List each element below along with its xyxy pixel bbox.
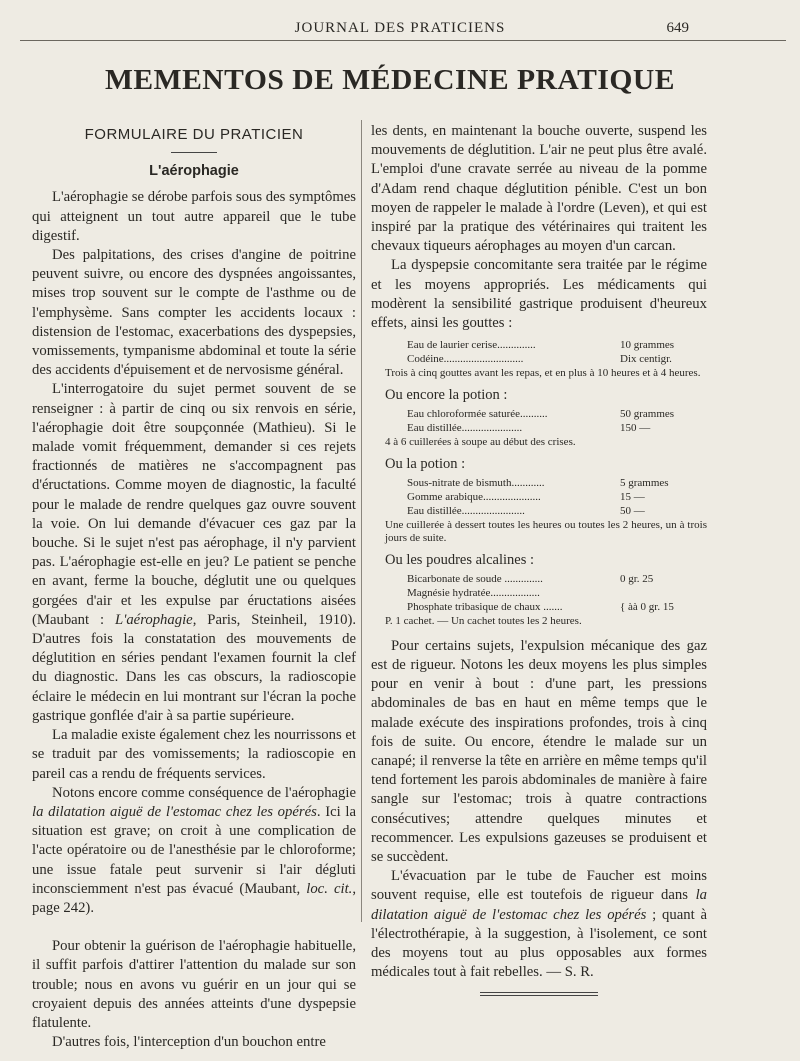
paragraph: les dents, en maintenant la bouche ouverte, suspend les mouvements de déglutition. L'air ne peut plus être avalé. L'emploi d'une cravate serrée au niveau de la pomme d'Adam rend chaque déglutition pénible. C'est un bon moyen de rappeler le malade à l'ordre (Leven), et qui est inspiré par la pratique des vétérinaires qui traitent les chevaux tiqueurs aérophages au moyen d'un carcan.: [371, 123, 707, 255]
prescription-line: Phosphate tribasique de chaux ....... { àà 0 gr. 15: [407, 601, 674, 614]
prescription-line: Gomme arabique..................... 15 —: [407, 490, 645, 503]
prescription-line: Codéine............................. Dix centigr.: [407, 353, 672, 366]
paragraph: D'autres fois, l'interception d'un bouchon entre: [52, 1034, 326, 1051]
prescription-potion-2: [371, 477, 707, 546]
section-title: FORMULAIRE DU PRATICIEN: [84, 126, 304, 143]
paragraph: Pour certains sujets, l'expulsion mécanique des gaz est de rigueur. Notons les deux moyens les plus simples pour en venir à bout : d'une part, les pressions abdominales de bas en haut en même temps que le malade exécute des inspirations profondes, trois à cinq fois de suite. Ou encore, étendre le malade sur un canapé; il renverse la tête en arrière en même temps qu'il tend fortement les parois abdominales de manière à faire sangle sur l'estomac; trois à quatre contractions consécutives; attendre quelques minutes et recommencer. Les expulsions gazeuses se produisent et se succèdent.: [371, 637, 707, 866]
header-rule: [20, 40, 786, 41]
prescription-line: Eau distillée....................... 50 —: [407, 504, 645, 517]
prescription-note: Une cuillerée à dessert toutes les heures ou toutes les 2 heures, un à trois jours de suite.: [385, 518, 707, 545]
prescription-line: Magnésie hydratée..................: [407, 587, 540, 600]
paragraph: Pour obtenir la guérison de l'aérophagie habituelle, il suffit parfois d'attirer l'attention du malade sur son trouble; nous en avons vu guérir en un jour qui se croyaient depuis des années atteints d'une dyspepsie flatulente.: [32, 938, 356, 1031]
prescription-heading: Ou la potion :: [385, 455, 466, 472]
prescription-line: Bicarbonate de soude .............. 0 gr. 25: [407, 573, 654, 586]
section-rule: [171, 152, 217, 153]
prescription-line: Eau distillée...................... 150 —: [407, 422, 651, 435]
end-rule: [480, 995, 598, 996]
running-head: [0, 20, 800, 40]
paragraph: La dyspepsie concomitante sera traitée par le régime et les moyens appropriés. Les médicaments qui modèrent la sensibilité gastrique produisent d'heureux effets, ainsi les gouttes :: [371, 257, 707, 332]
prescription-powders: [371, 573, 707, 629]
prescription-heading: Ou encore la potion :: [385, 386, 508, 403]
section-subtitle: L'aérophagie: [149, 163, 239, 180]
prescription-note: P. 1 cachet. — Un cachet toutes les 2 heures.: [385, 615, 582, 628]
left-column: [32, 122, 356, 1052]
prescription-line: Eau de laurier cerise.............. 10 grammes: [407, 339, 675, 352]
journal-title: JOURNAL DES PRATICIENS: [294, 20, 506, 36]
prescription-line: Sous-nitrate de bismuth............ 5 grammes: [407, 476, 669, 489]
paragraph: L'évacuation par le tube de Faucher est moins souvent requise, elle est toutefois de rigueur dans la dilatation aiguë de l'estomac chez les opérés ; quant à l'électrothérapie, à la suggestion, à l'isolement, ce sont des moyens tout au plus opposables aux formes médicales tout à fait rebelles. — S. R.: [371, 868, 707, 981]
prescription-drops: [371, 339, 707, 381]
page-number: 649: [666, 20, 689, 36]
right-column: [371, 122, 707, 996]
prescription-note: 4 à 6 cuillerées à soupe au début des crises.: [385, 436, 576, 449]
paragraph: Notons encore comme conséquence de l'aérophagie la dilatation aiguë de l'estomac chez les opérés. Ici la situation est grave; on croit à une complication de l'acte opératoire ou de l'anesthésie par le chloroforme; une issue fatale peut survenir si l'air dégluti inconsciemment n'est pas évacué (Maubant, loc. cit., page 242).: [32, 784, 357, 916]
prescription-note: Trois à cinq gouttes avant les repas, et en plus à 10 heures et à 4 heures.: [385, 367, 701, 380]
paragraph: La maladie existe également chez les nourrissons et se traduit par des vomissements; la radioscopie en pareil cas a rendu de fréquents services.: [32, 727, 356, 782]
end-rule: [480, 992, 598, 993]
paragraph: L'interrogatoire du sujet permet souvent de se renseigner : à partir de cinq ou six renvois en série, l'aérophagie doit être soupçonnée (Mathieu). Si le malade vomit fréquemment, demander si ces rejets fractionnés de matières ne s'accompagnent pas d'éructations. Comme moyen de diagnostic, la faculté pour le malade de rendre quelques gaz ouvre souvent la voie. On lui demande d'évacuer ces gaz par la bouche. Si le sujet n'est pas aérophage, il n'y parvient pas. L'aérophagie est-elle en jeu? Le patient se penche en avant, ferme la bouche, déglutit une ou quelques gorgées d'air et les expulse par éructations aisées (Maubant : L'aérophagie, Paris, Steinheil, 1910). D'autres fois la constatation des mouvements de déglutition en séries pendant l'examen fournit la clef du diagnostic. Dans les cas obscurs, la radioscopie éclaire le médecin en lui montrant sur l'écran la poche gastrique gonflée d'air à sa partie supérieure.: [32, 381, 357, 724]
paragraph: Des palpitations, des crises d'angine de poitrine peuvent suivre, ou encore des dyspnées angoissantes, mises trop souvent sur le compte de l'asthme ou de l'emphysème. Sans compter les accidents locaux : distension de l'estomac, exacerbations des dyspepsies, vomissements, tympanisme abdominal et toute la série des accidents d'épuisement et de nervosisme général.: [32, 247, 356, 379]
main-title: MEMENTOS DE MÉDECINE PRATIQUE: [104, 64, 676, 96]
prescription-line: Eau chloroformée saturée.......... 50 grammes: [407, 408, 675, 421]
prescription-heading: Ou les poudres alcalines :: [385, 552, 534, 569]
paragraph: L'aérophagie se dérobe parfois sous des symptômes qui atteignent un tout autre appareil que le tube digestif.: [32, 189, 356, 244]
column-divider: [361, 120, 362, 922]
prescription-potion-1: [371, 408, 707, 450]
